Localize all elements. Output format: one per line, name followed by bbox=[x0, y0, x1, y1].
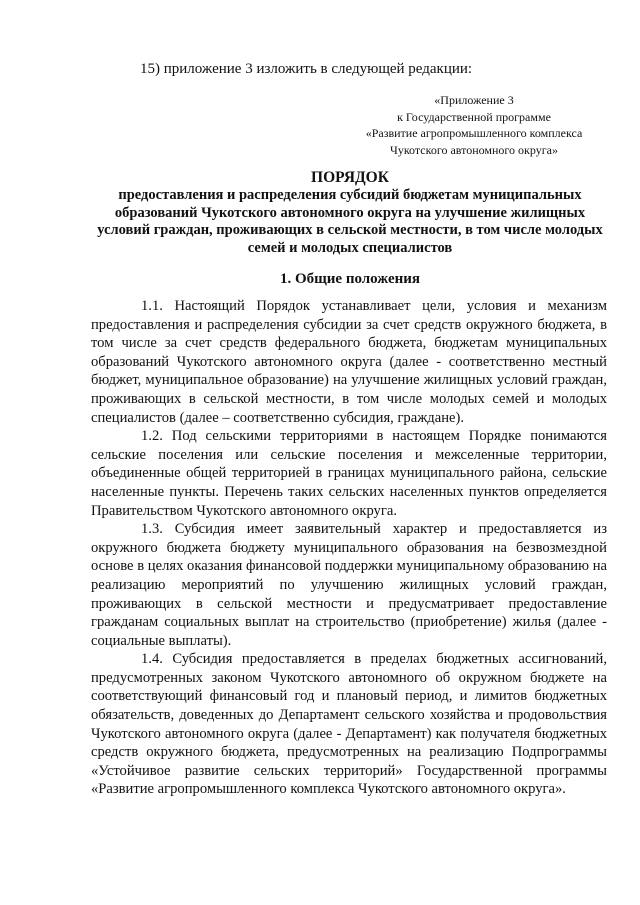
section-heading: 1. Общие положения bbox=[279, 271, 421, 287]
appendix-reference bbox=[340, 92, 608, 158]
document-subtitle: предоставления и распределения субсидий бюджетам муниципальных образований Чукотского автономного округа на улучшение жилищных условий граждан, проживающих в сельской местности, в том числе молодых семей и молодых специалистов bbox=[97, 187, 603, 256]
appendix-ref-line: «Развитие агропромышленного комплекса bbox=[365, 126, 583, 140]
paragraph-1-2: 1.2. Под сельскими территориями в настоящем Порядке понимаются сельские поселения или сельские поселения и межселенные территории, объединенные общей территорией в границах муниципального района, сельские населенные пункты. Перечень таких сельских населенных пунктов определяется Правительством Чукотского автономного округа. bbox=[91, 428, 607, 519]
paragraph-1-3: 1.3. Субсидия имеет заявительный характер и предоставляется из окружного бюджета бюджету муниципального образования на безвозмездной основе в целях оказания финансовой поддержки муниципальному образованию на реализацию мероприятий по улучшению жилищных условий граждан, проживающих в сельской местности и предусматривает предоставление гражданам социальных выплат на строительство (приобретение) жилья (далее - социальные выплаты). bbox=[91, 521, 607, 649]
amendment-intro: 15) приложение 3 изложить в следующей редакции: bbox=[140, 61, 473, 77]
document-title: ПОРЯДОК bbox=[311, 169, 389, 186]
section-body bbox=[91, 297, 607, 799]
appendix-ref-line: «Приложение 3 bbox=[434, 93, 514, 107]
appendix-ref-line: Чукотского автономного округа» bbox=[390, 142, 558, 157]
paragraph-1-1: 1.1. Настоящий Порядок устанавливает цели, условия и механизм предоставления и распределения субсидии за счет средств окружного бюджета, в том числе за счет средств федерального бюджета, бюджетам муниципальных образований Чукотского автономного округа (далее - соответственно местный бюджет, муниципальное образование) на улучшение жилищных условий граждан, проживающих в сельской местности, в том числе молодых семей и молодых специалистов (далее – соответственно субсидия, граждане). bbox=[91, 298, 607, 426]
paragraph-1-4: 1.4. Субсидия предоставляется в пределах бюджетных ассигнований, предусмотренных законом Чукотского автономного об окружном бюджете на соответствующий финансовый год и плановый период, и лимитов бюджетных обязательств, доведенных до Департамент сельского хозяйства и продовольствия Чукотского автономного округа (далее - Департамент) как получателя бюджетных средств окружного бюджета, предусмотренных на реализацию Подпрограммы «Устойчивое развитие сельских территорий» Государственной программы «Развитие агропромышленного комплекса Чукотского автономного округа». bbox=[91, 651, 607, 798]
appendix-ref-line: к Государственной программе bbox=[397, 109, 551, 124]
